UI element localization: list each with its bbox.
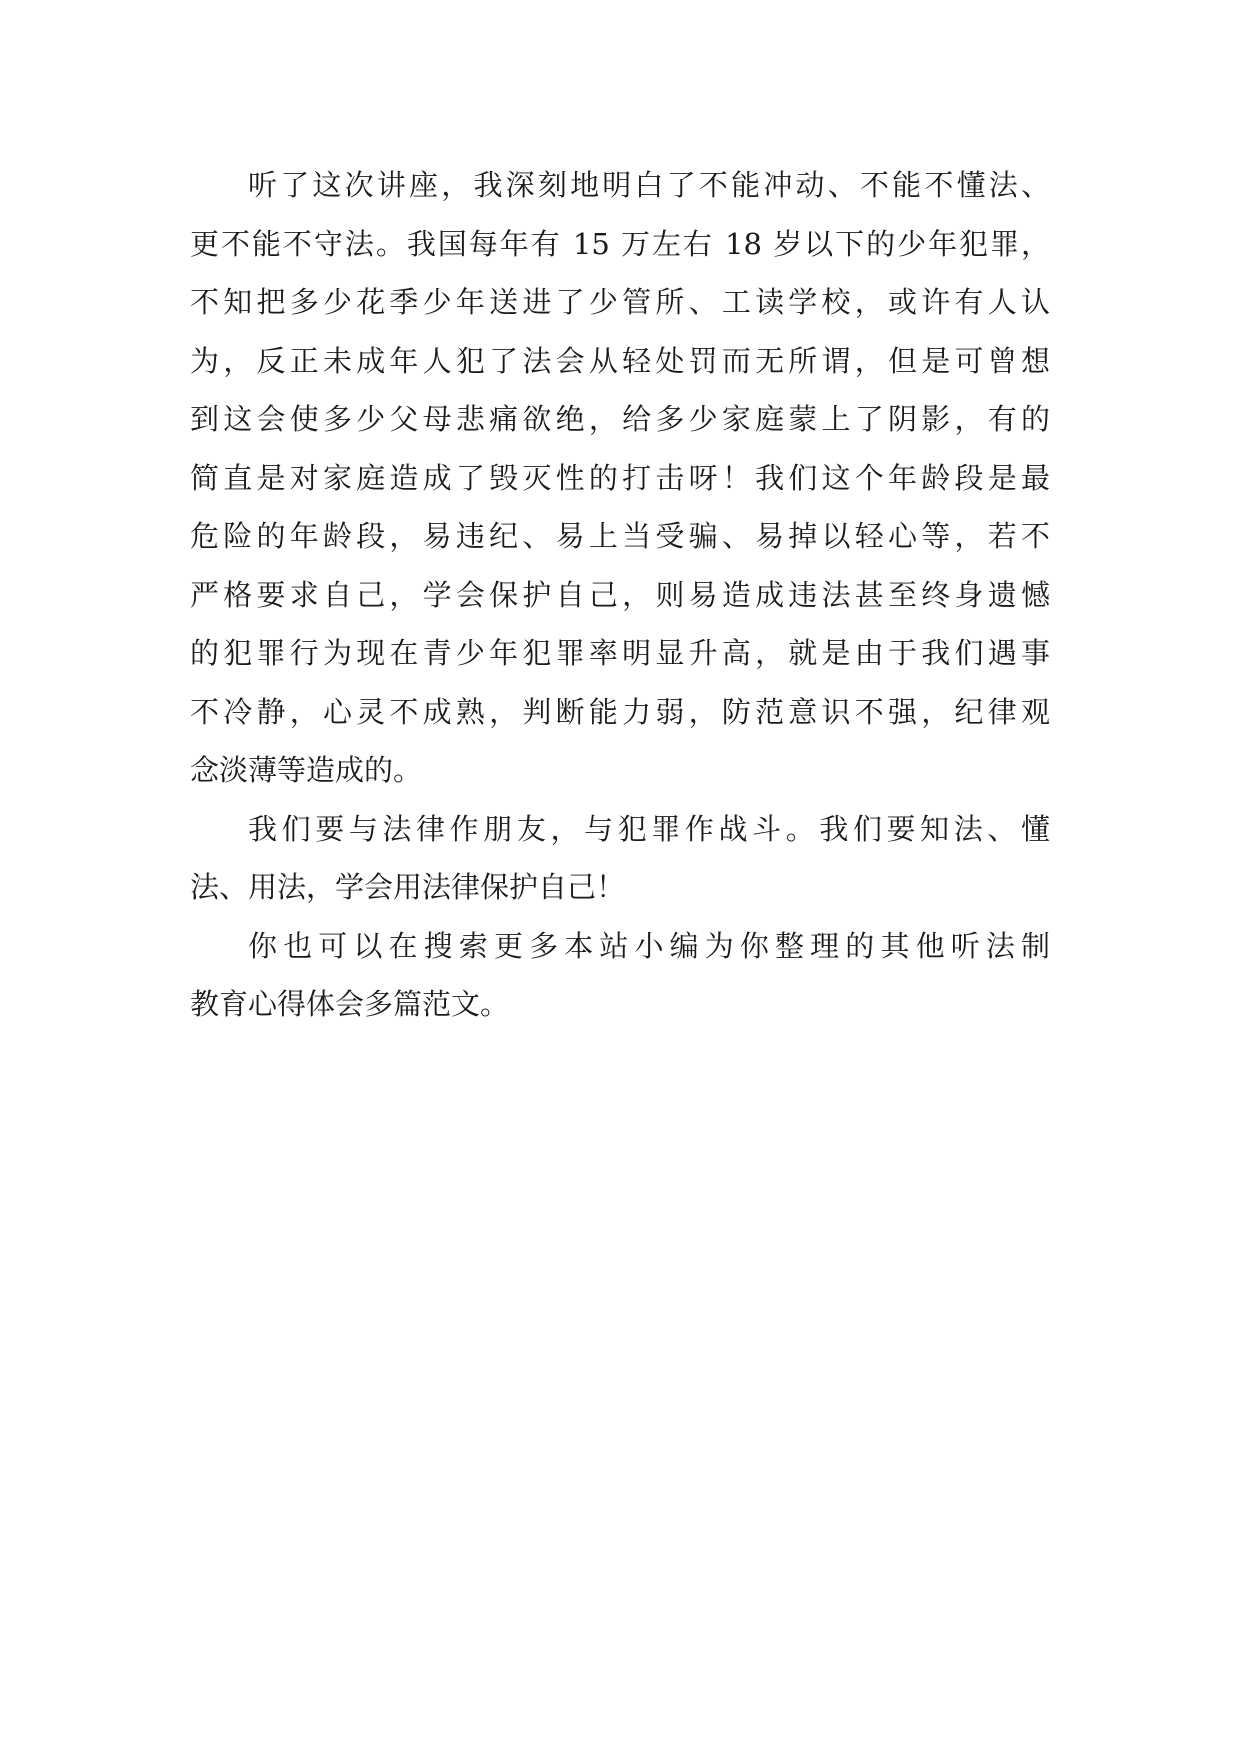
- paragraph-line: 简直是对家庭造成了毁灭性的打击呀！我们这个年龄段是最: [190, 460, 1050, 495]
- paragraph-line: 更不能不守法。我国每年有 15 万左右 18 岁以下的少年犯罪，: [190, 226, 1050, 261]
- paragraph-line: 危险的年龄段，易违纪、易上当受骗、易掉以轻心等，若不: [190, 519, 1050, 553]
- paragraph-line: 法、用法，学会用法律保护自己！: [190, 870, 626, 904]
- paragraph-line: 听了这次讲座，我深刻地明白了不能冲动、不能不懂法、: [248, 168, 1050, 202]
- document-body: [190, 156, 1050, 1034]
- paragraph-line: 严格要求自己，学会保护自己，则易造成违法甚至终身遗憾: [190, 577, 1050, 612]
- paragraph-2: [190, 800, 1050, 917]
- paragraph-line: 你也可以在搜索更多本站小编为你整理的其他听法制: [248, 928, 1050, 963]
- paragraph-line: 到这会使多少父母悲痛欲绝，给多少家庭蒙上了阴影，有的: [190, 402, 1050, 436]
- paragraph-line: 教育心得体会多篇范文。: [190, 987, 510, 1021]
- paragraph-line: 念淡薄等造成的。: [190, 753, 423, 787]
- paragraph-line: 的犯罪行为现在青少年犯罪率明显升高，就是由于我们遇事: [190, 636, 1050, 670]
- paragraph-line: 不知把多少花季少年送进了少管所、工读学校，或许有人认: [190, 285, 1050, 319]
- paragraph-line: 为，反正未成年人犯了法会从轻处罚而无所谓，但是可曾想: [190, 343, 1050, 378]
- paragraph-line: 我们要与法律作朋友，与犯罪作战斗。我们要知法、懂: [248, 811, 1050, 846]
- paragraph-1: [190, 156, 1050, 800]
- paragraph-line: 不冷静，心灵不成熟，判断能力弱，防范意识不强，纪律观: [190, 694, 1050, 729]
- paragraph-3: [190, 917, 1050, 1034]
